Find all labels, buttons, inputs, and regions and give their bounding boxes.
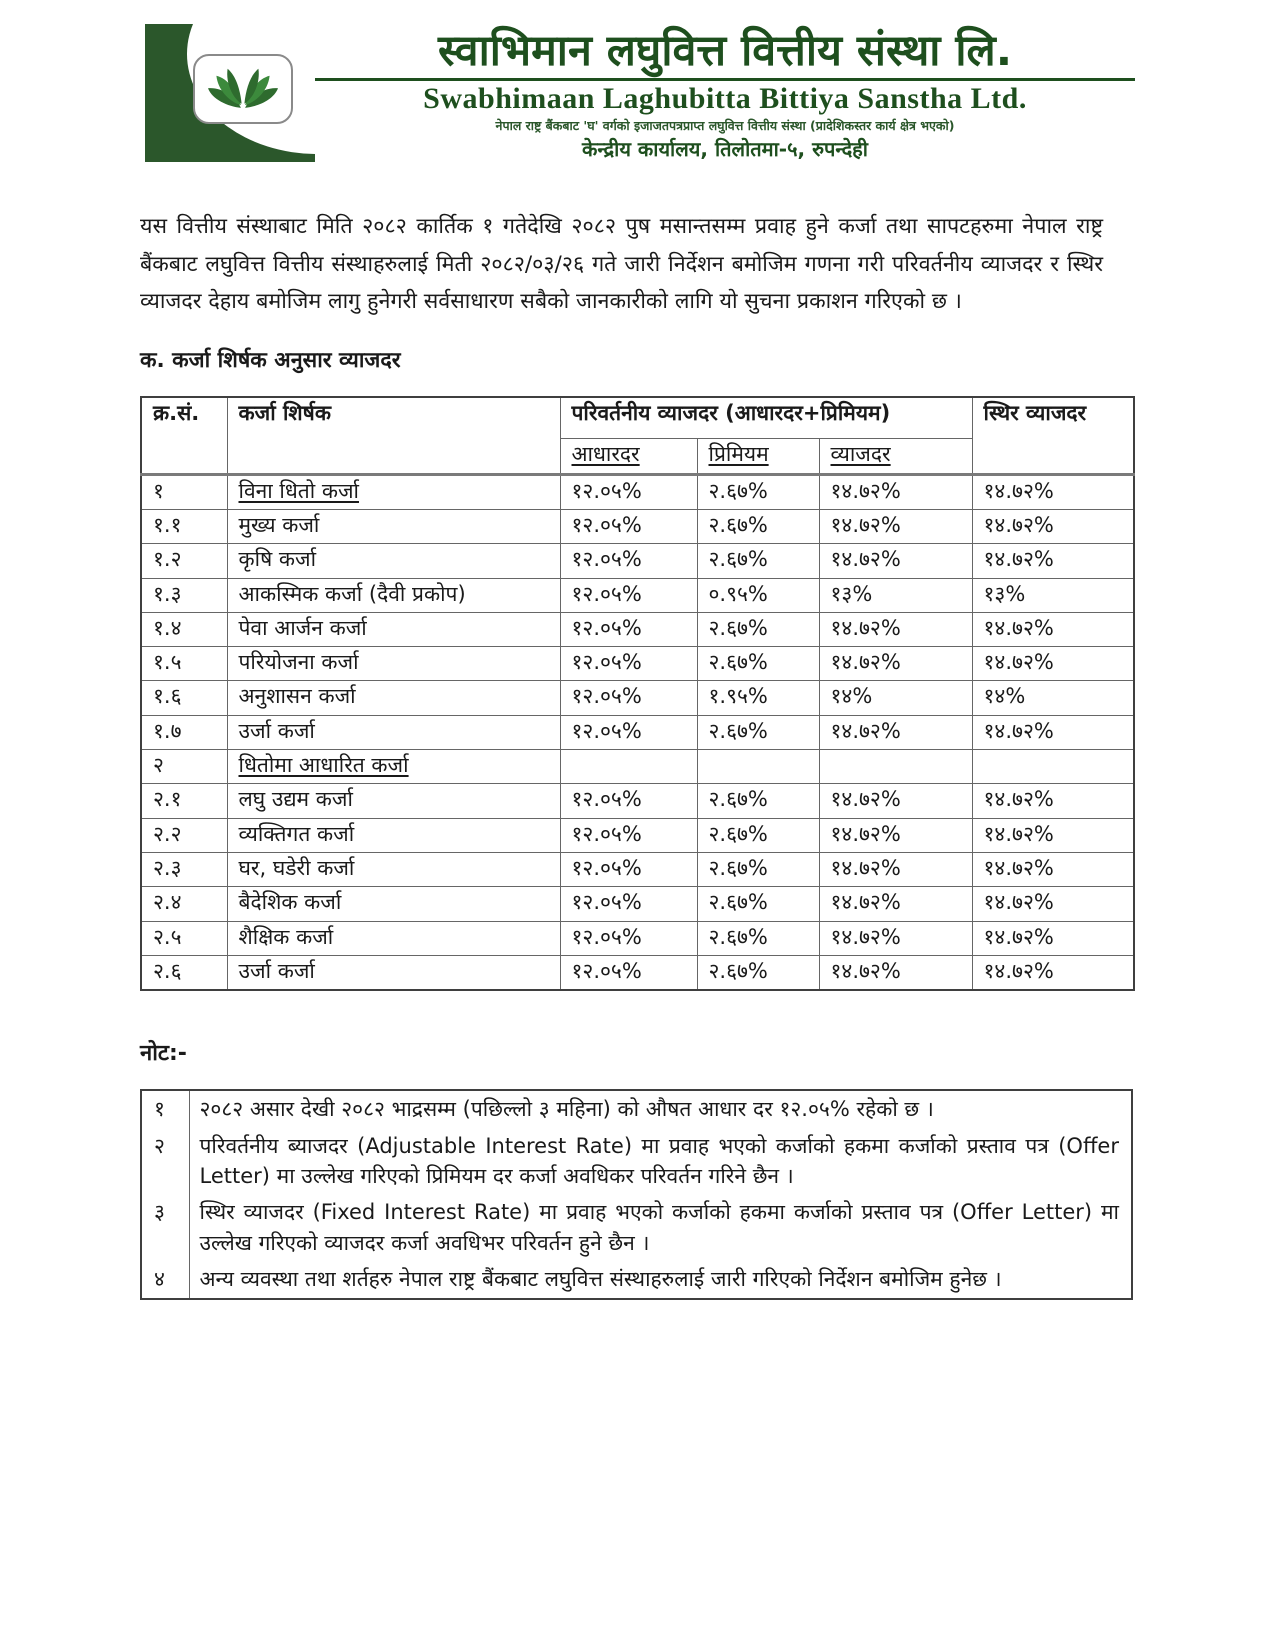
cell-sn: १ [141,474,227,509]
col-header-rate: व्याजदर [819,439,972,474]
cell-premium: १.९५% [697,681,819,715]
title-divider [315,78,1135,81]
interest-rate-table [140,396,1135,991]
col-header-sn: क्र.सं. [141,397,227,474]
note-number: ३ [141,1194,189,1261]
letterhead-text [315,24,1135,166]
cell-premium: २.६७% [697,715,819,749]
table-row [141,544,1134,578]
cell-base-rate: १२.०५% [560,474,697,509]
org-name-nepali: स्वाभिमान लघुवित्त वित्तीय संस्था लि. [437,26,1013,76]
note-number: १ [141,1090,189,1127]
col-header-fixed-rate: स्थिर व्याजदर [972,397,1134,474]
leaf-wings-icon [193,54,293,124]
table-row [141,921,1134,955]
notes-heading: नोट:- [140,1041,187,1067]
cell-loan-title: शैक्षिक कर्जा [227,921,560,955]
cell-fixed-rate: १४.७२% [972,955,1134,990]
cell-loan-title: बैदेशिक कर्जा [227,887,560,921]
table-row [141,681,1134,715]
cell-sn: १.४ [141,612,227,646]
note-text: अन्य व्यवस्था तथा शर्तहरु नेपाल राष्ट्र बैंकबाट लघुवित्त संस्थाहरुलाई जारी गरिएको निर्देशन बमोजिम हुनेछ । [199,1267,1002,1292]
cell-fixed-rate: १४.७२% [972,921,1134,955]
table-row [141,578,1134,612]
cell-premium: २.६७% [697,647,819,681]
table-header-row [141,397,1134,439]
cell-sn: २.३ [141,852,227,886]
cell-loan-title: विना धितो कर्जा [227,474,560,509]
cell-base-rate: १२.०५% [560,544,697,578]
cell-fixed-rate: १४% [972,681,1134,715]
col-header-adjustable-group: परिवर्तनीय व्याजदर (आधारदर+प्रिमियम) [560,397,972,439]
cell-loan-title: उर्जा कर्जा [227,955,560,990]
cell-sn: २.४ [141,887,227,921]
cell-rate: १४.७२% [819,887,972,921]
cell-base-rate: १२.०५% [560,681,697,715]
cell-fixed-rate: १४.७२% [972,474,1134,509]
cell-base-rate: १२.०५% [560,887,697,921]
cell-rate: १४.७२% [819,955,972,990]
cell-loan-title: पेवा आर्जन कर्जा [227,612,560,646]
cell-base-rate: १२.०५% [560,955,697,990]
table-row [141,784,1134,818]
cell-fixed-rate: १४.७२% [972,818,1134,852]
cell-fixed-rate: १४.७२% [972,852,1134,886]
cell-loan-title: अनुशासन कर्जा [227,681,560,715]
cell-fixed-rate: १४.७२% [972,612,1134,646]
cell-sn: १.७ [141,715,227,749]
table-row [141,887,1134,921]
cell-premium: २.६७% [697,852,819,886]
cell-fixed-rate: १४.७२% [972,647,1134,681]
table-row [141,750,1134,784]
cell-sn: १.१ [141,509,227,543]
cell-premium: २.६७% [697,955,819,990]
note-text: २०८२ असार देखी २०८२ भाद्रसम्म (पछिल्लो ३ महिना) को औषत आधार दर १२.०५% रहेको छ । [199,1097,934,1122]
cell-rate: १४.७२% [819,921,972,955]
intro-paragraph: यस वित्तीय संस्थाबाट मिति २०८२ कार्तिक १ गतेदेखि २०८२ पुष मसान्तसम्म प्रवाह हुने कर्जा तथा सापटहरुमा नेपाल राष्ट्र बैंकबाट लघुवित्त वित्तीय संस्थाहरुलाई मिती २०८२/०३/२६ गते जारी निर्देशन बमोजिम गणना गरी परिवर्तनीय व्याजदर र स्थिर व्याजदर देहाय बमोजिम लागु हुनेगरी सर्वसाधारण सबैको जानकारीको लागि यो सुचना प्रकाशन गरिएको छ । [140,214,1103,315]
license-line: नेपाल राष्ट्र बैंकबाट 'घ' वर्गको इजाजतपत्रप्राप्त लघुवित्त वित्तीय संस्था (प्रादेशिकस्तर कार्य क्षेत्र भएको) [495,118,955,134]
note-number: २ [141,1128,189,1195]
cell-sn: २.१ [141,784,227,818]
cell-loan-title: व्यक्तिगत कर्जा [227,818,560,852]
cell-sn: १.३ [141,578,227,612]
cell-base-rate: १२.०५% [560,715,697,749]
table-row [141,647,1134,681]
cell-loan-title: धितोमा आधारित कर्जा [227,750,560,784]
table-row [141,474,1134,509]
cell-sn: १.६ [141,681,227,715]
cell-premium: २.६७% [697,784,819,818]
org-name-english: Swabhimaan Laghubitta Bittiya Sanstha Ltd. [423,81,1027,115]
cell-loan-title: मुख्य कर्जा [227,509,560,543]
cell-base-rate [560,750,697,784]
cell-rate: १४.७२% [819,647,972,681]
cell-sn: १.२ [141,544,227,578]
cell-base-rate: १२.०५% [560,921,697,955]
note-row [141,1090,1132,1127]
notice-body [140,166,1135,1300]
cell-base-rate: १२.०५% [560,578,697,612]
cell-fixed-rate: १४.७२% [972,887,1134,921]
cell-rate: १४.७२% [819,784,972,818]
cell-fixed-rate: १४.७२% [972,715,1134,749]
cell-rate: १४.७२% [819,544,972,578]
cell-loan-title: उर्जा कर्जा [227,715,560,749]
cell-premium [697,750,819,784]
notes-table [140,1089,1133,1300]
cell-premium: २.६७% [697,818,819,852]
note-text: स्थिर व्याजदर (Fixed Interest Rate) मा प्रवाह भएको कर्जाको हकमा कर्जाको प्रस्ताव पत्र (Offer Letter) मा उल्लेख गरिएको व्याजदर कर्जा अवधिभर परिवर्तन हुने छैन । [199,1200,1119,1255]
cell-loan-title: लघु उद्यम कर्जा [227,784,560,818]
cell-premium: २.६७% [697,921,819,955]
table-row [141,852,1134,886]
note-number: ४ [141,1261,189,1298]
table-row [141,612,1134,646]
cell-sn: २.२ [141,818,227,852]
cell-premium: २.६७% [697,544,819,578]
cell-base-rate: १२.०५% [560,647,697,681]
cell-rate: १३% [819,578,972,612]
cell-premium: ०.९५% [697,578,819,612]
cell-premium: २.६७% [697,509,819,543]
note-row [141,1261,1132,1298]
col-header-premium: प्रिमियम [697,439,819,474]
cell-rate: १४.७२% [819,509,972,543]
cell-fixed-rate: १४.७२% [972,544,1134,578]
cell-fixed-rate: १३% [972,578,1134,612]
table-row [141,818,1134,852]
note-row [141,1194,1132,1261]
cell-fixed-rate: १४.७२% [972,784,1134,818]
head-office-line: केन्द्रीय कार्यालय, तिलोतमा-५, रुपन्देही [582,137,868,162]
section-heading: क. कर्जा शिर्षक अनुसार व्याजदर [140,347,401,373]
cell-loan-title: आकस्मिक कर्जा (दैवी प्रकोप) [227,578,560,612]
org-logo [145,24,315,164]
col-header-loan-title: कर्जा शिर्षक [227,397,560,474]
cell-loan-title: परियोजना कर्जा [227,647,560,681]
cell-rate: १४% [819,681,972,715]
table-row [141,509,1134,543]
cell-premium: २.६७% [697,474,819,509]
table-row [141,955,1134,990]
col-header-base-rate: आधारदर [560,439,697,474]
cell-sn: २ [141,750,227,784]
cell-sn: १.५ [141,647,227,681]
cell-fixed-rate [972,750,1134,784]
cell-base-rate: १२.०५% [560,612,697,646]
cell-rate: १४.७२% [819,612,972,646]
cell-fixed-rate: १४.७२% [972,509,1134,543]
cell-rate: १४.७२% [819,474,972,509]
table-row [141,715,1134,749]
cell-premium: २.६७% [697,887,819,921]
cell-base-rate: १२.०५% [560,852,697,886]
cell-loan-title: कृषि कर्जा [227,544,560,578]
cell-rate: १४.७२% [819,852,972,886]
letterhead [145,24,1135,166]
cell-rate [819,750,972,784]
cell-rate: १४.७२% [819,715,972,749]
cell-premium: २.६७% [697,612,819,646]
cell-loan-title: घर, घडेरी कर्जा [227,852,560,886]
cell-base-rate: १२.०५% [560,818,697,852]
cell-sn: २.५ [141,921,227,955]
cell-sn: २.६ [141,955,227,990]
cell-rate: १४.७२% [819,818,972,852]
note-text: परिवर्तनीय ब्याजदर (Adjustable Interest Rate) मा प्रवाह भएको कर्जाको हकमा कर्जाको प्रस्ताव पत्र (Offer Letter) मा उल्लेख गरिएको प्रिमियम दर कर्जा अवधिकर परिवर्तन गरिने छैन । [199,1133,1119,1188]
note-row [141,1128,1132,1195]
cell-base-rate: १२.०५% [560,509,697,543]
cell-base-rate: १२.०५% [560,784,697,818]
